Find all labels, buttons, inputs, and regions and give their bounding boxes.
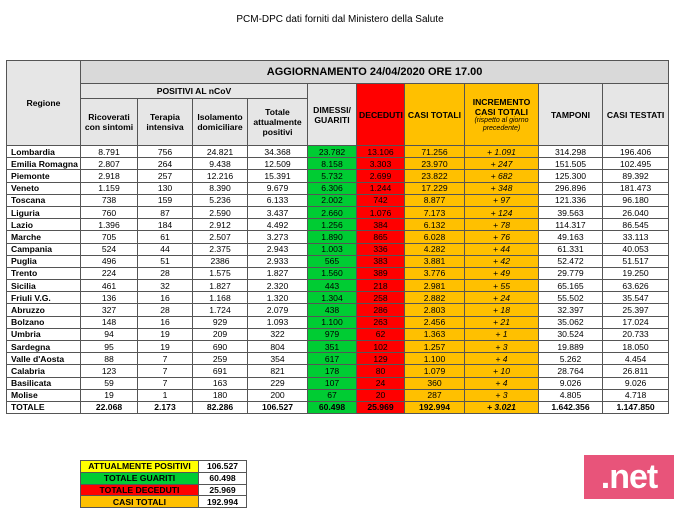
table-cell: 121.336: [539, 194, 603, 206]
table-cell: 130: [138, 182, 193, 194]
table-cell: 61.331: [539, 243, 603, 255]
summary-row: [81, 496, 247, 508]
summary-row: [81, 461, 247, 473]
region-header: Regione: [7, 61, 81, 146]
table-cell: + 3.021: [465, 401, 539, 413]
table-cell: + 3: [465, 341, 539, 353]
table-cell: 6.133: [248, 194, 308, 206]
table-cell: 4.492: [248, 219, 308, 231]
table-row: [7, 219, 669, 231]
table-cell: + 97: [465, 194, 539, 206]
table-cell: 257: [138, 170, 193, 182]
table-cell: 1.003: [308, 243, 357, 255]
table-cell: + 3: [465, 389, 539, 401]
table-cell: 2.803: [405, 304, 465, 316]
table-cell: 32.397: [539, 304, 603, 316]
region-name: Sicilia: [7, 280, 81, 292]
table-cell: 8.877: [405, 194, 465, 206]
table-cell: 25.969: [357, 401, 405, 413]
table-cell: 35.062: [539, 316, 603, 328]
casi-totali-header: CASI TOTALI: [405, 84, 465, 146]
table-cell: 16: [138, 292, 193, 304]
table-cell: 106.527: [248, 401, 308, 413]
table-cell: 65.165: [539, 280, 603, 292]
table-cell: 360: [405, 377, 465, 389]
table-cell: 1.827: [193, 280, 248, 292]
region-name: Sardegna: [7, 341, 81, 353]
table-cell: 23.782: [308, 146, 357, 158]
table-cell: 1.257: [405, 341, 465, 353]
table-cell: 565: [308, 255, 357, 267]
region-name: TOTALE: [7, 401, 81, 413]
table-cell: 286: [357, 304, 405, 316]
table-cell: + 42: [465, 255, 539, 267]
table-cell: + 44: [465, 243, 539, 255]
table-cell: 123: [81, 365, 138, 377]
tamponi-header: TAMPONI: [539, 84, 603, 146]
table-cell: 16: [138, 316, 193, 328]
covid-data-table: [6, 60, 669, 414]
table-cell: 6.028: [405, 231, 465, 243]
table-cell: 258: [357, 292, 405, 304]
table-cell: 287: [405, 389, 465, 401]
table-cell: 314.298: [539, 146, 603, 158]
table-cell: 2.507: [193, 231, 248, 243]
table-cell: 29.779: [539, 267, 603, 279]
table-cell: + 682: [465, 170, 539, 182]
table-cell: 180: [193, 389, 248, 401]
table-cell: 61: [138, 231, 193, 243]
table-cell: 9.026: [603, 377, 669, 389]
table-cell: 2.933: [248, 255, 308, 267]
table-cell: 1.076: [357, 206, 405, 218]
region-name: Toscana: [7, 194, 81, 206]
table-cell: 28: [138, 304, 193, 316]
table-cell: 12.509: [248, 158, 308, 170]
update-header: AGGIORNAMENTO 24/04/2020 ORE 17.00: [81, 61, 669, 84]
table-cell: 62: [357, 328, 405, 340]
table-cell: 67: [308, 389, 357, 401]
table-cell: 1.827: [248, 267, 308, 279]
table-cell: 7: [138, 377, 193, 389]
table-cell: 524: [81, 243, 138, 255]
table-cell: 1.363: [405, 328, 465, 340]
table-row: [7, 353, 669, 365]
summary-table: [80, 460, 247, 508]
table-cell: 218: [357, 280, 405, 292]
table-row: [7, 304, 669, 316]
region-name: Liguria: [7, 206, 81, 218]
table-cell: 89.392: [603, 170, 669, 182]
table-cell: 1.256: [308, 219, 357, 231]
region-name: Basilicata: [7, 377, 81, 389]
table-cell: 26.811: [603, 365, 669, 377]
table-cell: 865: [357, 231, 405, 243]
table-cell: 19: [138, 328, 193, 340]
table-cell: 1.100: [405, 353, 465, 365]
table-cell: 2.456: [405, 316, 465, 328]
table-cell: 51.517: [603, 255, 669, 267]
region-name: Campania: [7, 243, 81, 255]
table-row: [7, 328, 669, 340]
table-cell: 7.173: [405, 206, 465, 218]
table-cell: 17.229: [405, 182, 465, 194]
table-cell: 19.889: [539, 341, 603, 353]
table-cell: 8.791: [81, 146, 138, 158]
table-cell: 181.473: [603, 182, 669, 194]
table-cell: 263: [357, 316, 405, 328]
table-cell: 23.970: [405, 158, 465, 170]
table-cell: 52.472: [539, 255, 603, 267]
table-cell: 690: [193, 341, 248, 353]
table-cell: 184: [138, 219, 193, 231]
region-name: Umbria: [7, 328, 81, 340]
table-cell: 351: [308, 341, 357, 353]
table-cell: 1.079: [405, 365, 465, 377]
table-cell: 979: [308, 328, 357, 340]
site-logo: .net: [584, 455, 674, 499]
table-cell: 1.396: [81, 219, 138, 231]
summary-row: [81, 472, 247, 484]
table-cell: 148: [81, 316, 138, 328]
table-cell: 1.320: [248, 292, 308, 304]
table-cell: 461: [81, 280, 138, 292]
table-cell: 742: [357, 194, 405, 206]
table-cell: 13.106: [357, 146, 405, 158]
table-cell: 102: [357, 341, 405, 353]
summary-value: 25.969: [199, 484, 247, 496]
table-cell: + 49: [465, 267, 539, 279]
table-cell: 5.262: [539, 353, 603, 365]
table-cell: 60.498: [308, 401, 357, 413]
incremento-header: [465, 84, 539, 146]
table-cell: 33.113: [603, 231, 669, 243]
table-cell: 49.163: [539, 231, 603, 243]
table-cell: 756: [138, 146, 193, 158]
table-cell: 44: [138, 243, 193, 255]
table-cell: 2.002: [308, 194, 357, 206]
table-cell: 19.250: [603, 267, 669, 279]
table-cell: 2.079: [248, 304, 308, 316]
table-row: [7, 182, 669, 194]
table-cell: 1.244: [357, 182, 405, 194]
table-cell: 23.822: [405, 170, 465, 182]
table-cell: 28.764: [539, 365, 603, 377]
table-cell: 9.438: [193, 158, 248, 170]
table-cell: 1.575: [193, 267, 248, 279]
table-cell: 322: [248, 328, 308, 340]
table-cell: 95: [81, 341, 138, 353]
table-cell: 209: [193, 328, 248, 340]
table-cell: 35.547: [603, 292, 669, 304]
table-cell: 2.375: [193, 243, 248, 255]
table-cell: 86.545: [603, 219, 669, 231]
table-cell: 71.256: [405, 146, 465, 158]
table-cell: 3.303: [357, 158, 405, 170]
table-cell: 59: [81, 377, 138, 389]
table-cell: + 10: [465, 365, 539, 377]
region-name: Calabria: [7, 365, 81, 377]
table-row: [7, 389, 669, 401]
table-row: [7, 267, 669, 279]
table-cell: + 21: [465, 316, 539, 328]
table-row: [7, 231, 669, 243]
table-row: [7, 158, 669, 170]
table-row: [7, 365, 669, 377]
region-name: Lazio: [7, 219, 81, 231]
table-cell: 2.320: [248, 280, 308, 292]
table-cell: 28: [138, 267, 193, 279]
table-cell: 3.881: [405, 255, 465, 267]
table-cell: 496: [81, 255, 138, 267]
table-cell: 264: [138, 158, 193, 170]
table-cell: 1.159: [81, 182, 138, 194]
table-cell: 159: [138, 194, 193, 206]
table-cell: 2.981: [405, 280, 465, 292]
table-row: [7, 206, 669, 218]
table-cell: 1.100: [308, 316, 357, 328]
table-cell: 32: [138, 280, 193, 292]
table-cell: 804: [248, 341, 308, 353]
table-cell: 2.943: [248, 243, 308, 255]
table-cell: 82.286: [193, 401, 248, 413]
table-cell: 1.304: [308, 292, 357, 304]
table-cell: 259: [193, 353, 248, 365]
isolamento-header: Isolamento domiciliare: [193, 99, 248, 146]
table-cell: 2.882: [405, 292, 465, 304]
region-name: Abruzzo: [7, 304, 81, 316]
table-cell: + 1: [465, 328, 539, 340]
summary-label: TOTALE DECEDUTI: [81, 484, 199, 496]
casi-testati-header: CASI TESTATI: [603, 84, 669, 146]
table-cell: 24.821: [193, 146, 248, 158]
table-cell: 12.216: [193, 170, 248, 182]
table-cell: 383: [357, 255, 405, 267]
table-cell: 760: [81, 206, 138, 218]
summary-value: 106.527: [199, 461, 247, 473]
table-cell: + 1.091: [465, 146, 539, 158]
table-cell: 2.918: [81, 170, 138, 182]
region-name: Lombardia: [7, 146, 81, 158]
region-name: Molise: [7, 389, 81, 401]
table-row: [7, 292, 669, 304]
table-row: [7, 146, 669, 158]
table-cell: 19: [81, 389, 138, 401]
table-cell: 354: [248, 353, 308, 365]
table-cell: 94: [81, 328, 138, 340]
summary-row: [81, 484, 247, 496]
table-cell: 39.563: [539, 206, 603, 218]
table-cell: 224: [81, 267, 138, 279]
table-cell: 26.040: [603, 206, 669, 218]
table-cell: 1.560: [308, 267, 357, 279]
dimessi-header: DIMESSI/ GUARITI: [308, 84, 357, 146]
summary-body: [81, 461, 247, 508]
table-cell: 1.168: [193, 292, 248, 304]
table-cell: 200: [248, 389, 308, 401]
table-cell: 125.300: [539, 170, 603, 182]
table-cell: 384: [357, 219, 405, 231]
table-cell: + 4: [465, 353, 539, 365]
table-cell: 2.912: [193, 219, 248, 231]
region-name: Veneto: [7, 182, 81, 194]
table-cell: 738: [81, 194, 138, 206]
table-cell: 6.132: [405, 219, 465, 231]
table-cell: + 18: [465, 304, 539, 316]
region-name: Valle d'Aosta: [7, 353, 81, 365]
table-cell: 7: [138, 365, 193, 377]
table-cell: 15.391: [248, 170, 308, 182]
table-row: [7, 280, 669, 292]
table-row: [7, 170, 669, 182]
table-cell: 3.273: [248, 231, 308, 243]
table-cell: 88: [81, 353, 138, 365]
table-cell: 34.368: [248, 146, 308, 158]
table-cell: 6.306: [308, 182, 357, 194]
incremento-label: INCREMENTO CASI TOTALI: [472, 96, 531, 117]
table-cell: 705: [81, 231, 138, 243]
region-name: Puglia: [7, 255, 81, 267]
table-cell: 2.590: [193, 206, 248, 218]
table-cell: + 4: [465, 377, 539, 389]
table-cell: + 76: [465, 231, 539, 243]
table-cell: 1.093: [248, 316, 308, 328]
table-cell: + 55: [465, 280, 539, 292]
region-name: Bolzano: [7, 316, 81, 328]
table-cell: 20: [357, 389, 405, 401]
summary-label: ATTUALMENTE POSITIVI: [81, 461, 199, 473]
table-cell: 8.158: [308, 158, 357, 170]
table-cell: 192.994: [405, 401, 465, 413]
table-cell: 7: [138, 353, 193, 365]
table-cell: 2386: [193, 255, 248, 267]
table-row: [7, 194, 669, 206]
table-cell: 929: [193, 316, 248, 328]
table-cell: 87: [138, 206, 193, 218]
table-cell: 617: [308, 353, 357, 365]
table-row: [7, 377, 669, 389]
table-cell: 1.890: [308, 231, 357, 243]
summary-label: TOTALE GUARITI: [81, 472, 199, 484]
table-cell: 102.495: [603, 158, 669, 170]
table-cell: 151.505: [539, 158, 603, 170]
region-name: Trento: [7, 267, 81, 279]
table-cell: 17.024: [603, 316, 669, 328]
table-body: [7, 146, 669, 414]
table-cell: 389: [357, 267, 405, 279]
table-cell: 80: [357, 365, 405, 377]
table-row: [7, 255, 669, 267]
table-cell: 25.397: [603, 304, 669, 316]
table-cell: 4.805: [539, 389, 603, 401]
region-name: Friuli V.G.: [7, 292, 81, 304]
table-cell: 136: [81, 292, 138, 304]
table-cell: 438: [308, 304, 357, 316]
table-cell: 1: [138, 389, 193, 401]
table-cell: 96.180: [603, 194, 669, 206]
region-name: Marche: [7, 231, 81, 243]
table-cell: 129: [357, 353, 405, 365]
summary-value: 192.994: [199, 496, 247, 508]
incremento-sublabel: (rispetto al giorno precedente): [474, 116, 529, 132]
table-cell: 4.718: [603, 389, 669, 401]
table-cell: 3.437: [248, 206, 308, 218]
summary-label: CASI TOTALI: [81, 496, 199, 508]
table-cell: 229: [248, 377, 308, 389]
deceduti-header: DECEDUTI: [357, 84, 405, 146]
table-cell: + 24: [465, 292, 539, 304]
table-cell: 2.699: [357, 170, 405, 182]
table-cell: 55.502: [539, 292, 603, 304]
table-row: [7, 316, 669, 328]
table-cell: 9.026: [539, 377, 603, 389]
table-cell: 19: [138, 341, 193, 353]
table-cell: 2.660: [308, 206, 357, 218]
table-cell: 1.642.356: [539, 401, 603, 413]
total-row: [7, 401, 669, 413]
summary-value: 60.498: [199, 472, 247, 484]
terapia-header: Terapia intensiva: [138, 99, 193, 146]
table-cell: 821: [248, 365, 308, 377]
table-cell: 18.050: [603, 341, 669, 353]
totale-positivi-header: Totale attualmente positivi: [248, 99, 308, 146]
table-cell: 5.732: [308, 170, 357, 182]
table-cell: + 348: [465, 182, 539, 194]
table-cell: 5.236: [193, 194, 248, 206]
table-cell: 8.390: [193, 182, 248, 194]
table-cell: 2.173: [138, 401, 193, 413]
table-cell: + 78: [465, 219, 539, 231]
table-cell: 4.282: [405, 243, 465, 255]
table-cell: 40.053: [603, 243, 669, 255]
table-cell: 296.896: [539, 182, 603, 194]
table-cell: 24: [357, 377, 405, 389]
table-cell: + 124: [465, 206, 539, 218]
table-cell: 107: [308, 377, 357, 389]
page-caption: PCM-DPC dati forniti dal Ministero della Salute: [236, 14, 444, 25]
table-cell: + 247: [465, 158, 539, 170]
table-cell: 51: [138, 255, 193, 267]
table-cell: 9.679: [248, 182, 308, 194]
table-cell: 691: [193, 365, 248, 377]
table-cell: 3.776: [405, 267, 465, 279]
table-cell: 327: [81, 304, 138, 316]
table-cell: 30.524: [539, 328, 603, 340]
table-cell: 196.406: [603, 146, 669, 158]
table-cell: 336: [357, 243, 405, 255]
region-name: Piemonte: [7, 170, 81, 182]
table-cell: 2.807: [81, 158, 138, 170]
table-cell: 4.454: [603, 353, 669, 365]
table-cell: 1.724: [193, 304, 248, 316]
table-cell: 178: [308, 365, 357, 377]
table-row: [7, 243, 669, 255]
table-cell: 63.626: [603, 280, 669, 292]
region-name: Emilia Romagna: [7, 158, 81, 170]
positivi-group-header: POSITIVI AL nCoV: [81, 84, 308, 99]
table-cell: 163: [193, 377, 248, 389]
table-cell: 114.317: [539, 219, 603, 231]
table-cell: 1.147.850: [603, 401, 669, 413]
table-cell: 20.733: [603, 328, 669, 340]
ricoverati-header: Ricoverati con sintomi: [81, 99, 138, 146]
table-row: [7, 341, 669, 353]
table-cell: 22.068: [81, 401, 138, 413]
table-cell: 443: [308, 280, 357, 292]
